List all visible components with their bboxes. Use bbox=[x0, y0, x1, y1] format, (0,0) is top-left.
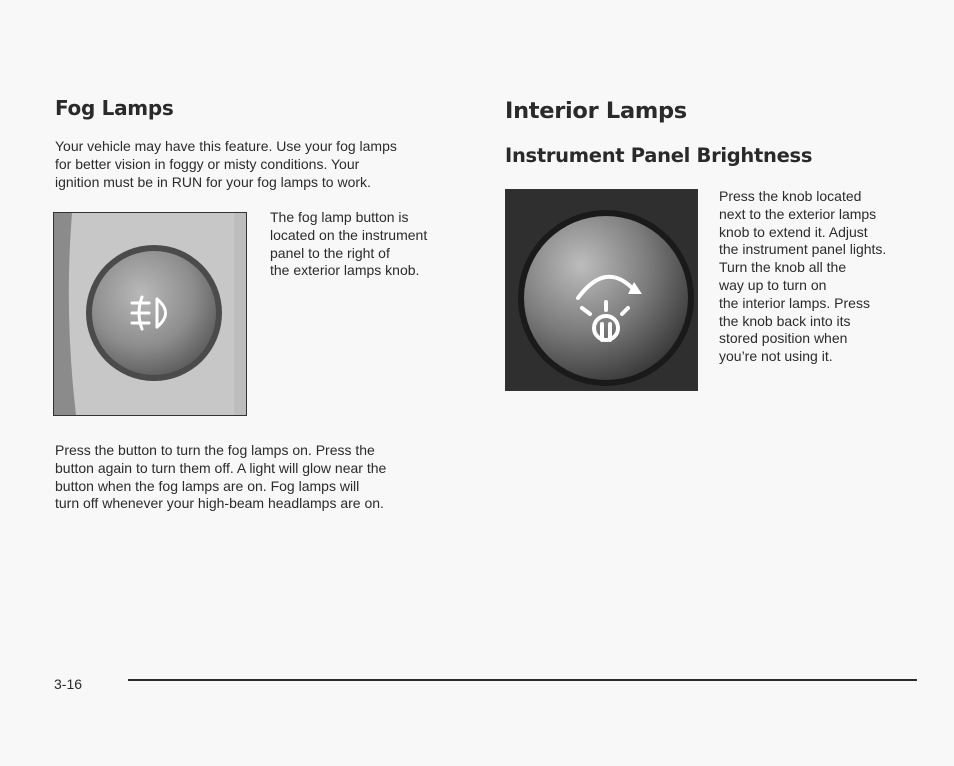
fog-lamp-button-image bbox=[53, 212, 247, 416]
fog-lamps-heading: Fog Lamps bbox=[55, 96, 174, 120]
page-number: 3-16 bbox=[54, 676, 83, 692]
instrument-panel-brightness-heading: Instrument Panel Brightness bbox=[505, 144, 813, 167]
interior-lamps-heading: Interior Lamps bbox=[505, 98, 687, 124]
dimmer-knob-image bbox=[505, 189, 698, 391]
fog-lamps-intro: Your vehicle may have this feature. Use your fog lamps for better vision in foggy or misty conditions. Your ignition must be in RUN for your fog lamps to work. bbox=[55, 138, 397, 190]
footer-rule bbox=[128, 679, 917, 681]
instrument-panel-brightness-body: Press the knob located next to the exterior lamps knob to extend it. Adjust the instrument panel lights. Turn the knob all the way up to turn on the interior lamps. Press the knob back into its stored position when you’re not using it. bbox=[719, 188, 887, 365]
dimmer-knob-icon bbox=[506, 190, 697, 390]
fog-lamp-icon bbox=[54, 213, 246, 415]
fog-lamps-body: Press the button to turn the fog lamps on. Press the button again to turn them off. A light will glow near the button when the fog lamps are on. Fog lamps will turn off whenever your high-beam headlamps are on. bbox=[55, 442, 387, 512]
fog-lamp-caption: The fog lamp button is located on the instrument panel to the right of the exterior lamps knob. bbox=[270, 209, 428, 279]
